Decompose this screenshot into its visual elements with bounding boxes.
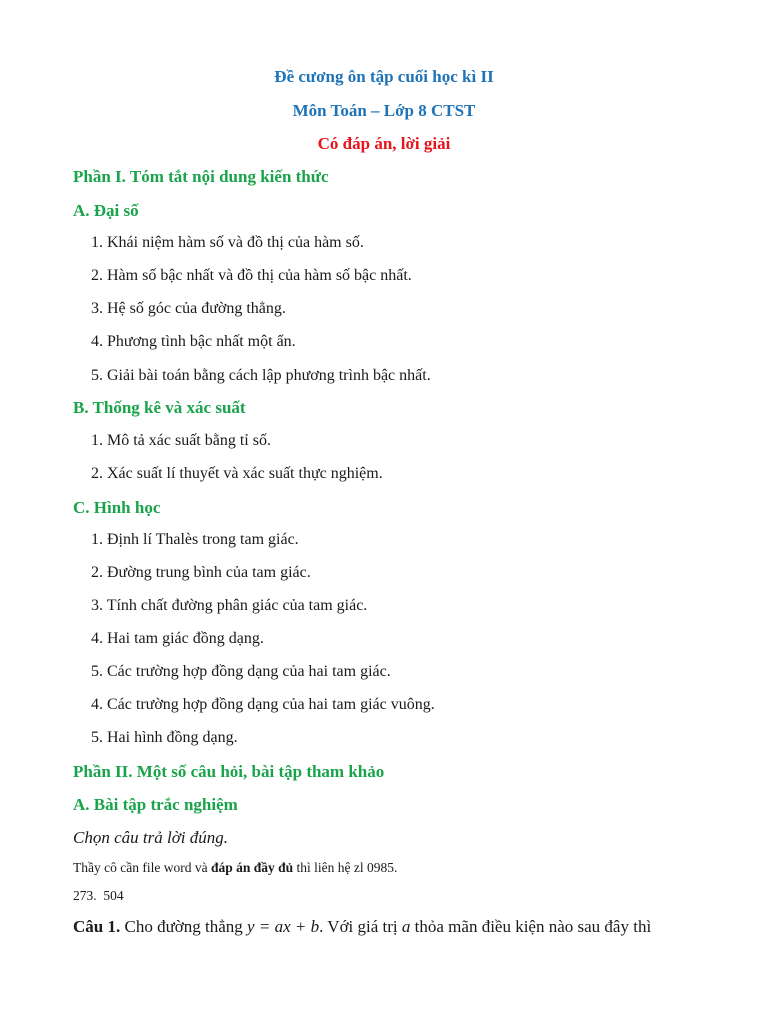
contact-note: [73, 860, 397, 876]
section-c-heading: C. Hình học: [73, 498, 161, 517]
contact-phone-rest: 273. 504: [73, 888, 124, 903]
list-item: 2. Đường trung bình của tam giác.: [91, 564, 311, 581]
list-item: 3. Tính chất đường phân giác của tam giác.: [91, 597, 368, 614]
list-item: 1. Mô tả xác suất bằng tỉ số.: [91, 432, 271, 449]
contact-bold: đáp án đầy đủ: [210, 860, 294, 875]
instruction-text: Chọn câu trả lời đúng.: [73, 828, 228, 847]
question-label: Câu 1.: [73, 917, 121, 936]
list-item: 1. Định lí Thalès trong tam giác.: [91, 531, 299, 548]
question-text-after: thỏa mãn điều kiện nào sau đây thì: [410, 917, 652, 936]
list-item: 4. Phương tình bậc nhất một ẩn.: [91, 333, 296, 350]
doc-subtitle: Môn Toán – Lớp 8 CTST: [292, 101, 476, 120]
doc-title: Đề cương ôn tập cuối học kì II: [274, 67, 494, 86]
section-a-heading: A. Đại số: [73, 201, 139, 220]
list-item: 1. Khái niệm hàm số và đồ thị của hàm số.: [91, 234, 364, 251]
list-item: 3. Hệ số góc của đường thẳng.: [91, 300, 286, 317]
part2-section-a-heading: A. Bài tập trắc nghiệm: [73, 795, 238, 814]
question-text-before: Cho đường thẳng: [120, 917, 248, 936]
section-b-heading: B. Thống kê và xác suất: [73, 398, 246, 417]
list-item: 4. Hai tam giác đồng dạng.: [91, 630, 264, 647]
question-equation: y = ax + b: [247, 917, 320, 936]
list-item: 5. Hai hình đồng dạng.: [91, 729, 238, 746]
doc-answer-note: Có đáp án, lời giải: [317, 134, 451, 153]
part2-heading: Phần II. Một số câu hỏi, bài tập tham khảo: [73, 762, 385, 781]
question-text-middle: . Với giá trị: [319, 917, 402, 936]
question-1: [73, 917, 651, 937]
list-item: 4. Các trường hợp đồng dạng của hai tam giác vuông.: [91, 696, 435, 713]
question-variable: a: [401, 917, 411, 936]
contact-prefix: Thầy cô cần file word và: [73, 860, 211, 875]
part1-heading: Phần I. Tóm tắt nội dung kiến thức: [73, 167, 329, 186]
contact-suffix: thì liên hệ zl 0985.: [293, 860, 398, 875]
list-item: 5. Các trường hợp đồng dạng của hai tam giác.: [91, 663, 391, 680]
list-item: 5. Giải bài toán bằng cách lập phương trình bậc nhất.: [91, 367, 431, 384]
list-item: 2. Hàm số bậc nhất và đồ thị của hàm số bậc nhất.: [91, 267, 412, 284]
list-item: 2. Xác suất lí thuyết và xác suất thực nghiệm.: [91, 465, 383, 482]
